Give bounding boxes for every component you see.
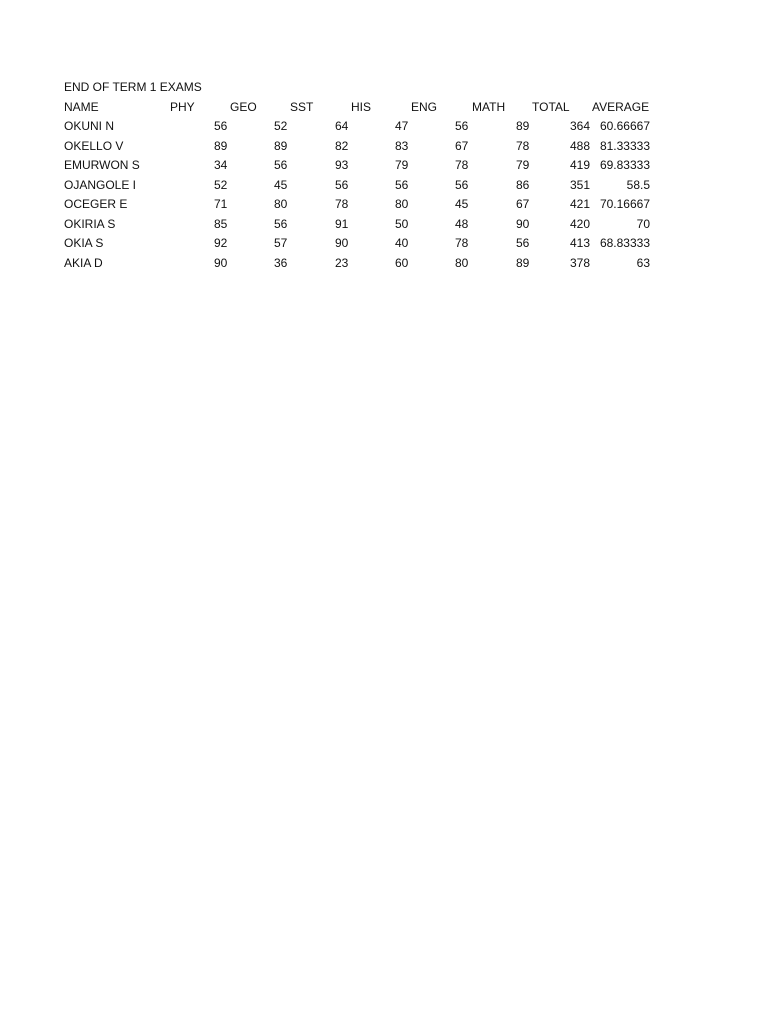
header-sst: SST (290, 99, 314, 114)
cell-his: 79 (395, 158, 409, 172)
cell-phy: 34 (214, 158, 228, 172)
cell-his: 56 (395, 177, 409, 192)
cell-total: 420 (569, 216, 590, 231)
header-phy: PHY (170, 99, 195, 114)
cell-math: 78 (516, 138, 530, 153)
cell-total: 378 (569, 255, 590, 270)
cell-eng: 56 (455, 119, 469, 133)
cell-eng: 78 (455, 158, 469, 172)
cell-total: 364 (569, 119, 590, 133)
cell-average: 69.83333 (599, 158, 650, 172)
cell-phy: 85 (214, 216, 228, 231)
table-row (64, 137, 664, 157)
cell-name: OCEGER E (64, 197, 128, 211)
cell-sst: 90 (335, 236, 349, 250)
cell-geo: 45 (274, 177, 288, 192)
table-row (64, 234, 664, 254)
header-geo: GEO (230, 99, 257, 114)
cell-phy: 56 (214, 119, 228, 133)
cell-geo: 52 (274, 119, 288, 133)
header-total: TOTAL (532, 99, 570, 114)
cell-geo: 57 (274, 236, 288, 250)
cell-his: 83 (395, 138, 409, 153)
cell-eng: 78 (455, 236, 469, 250)
cell-eng: 48 (455, 216, 469, 231)
cell-total: 413 (569, 236, 590, 250)
cell-eng: 80 (455, 255, 469, 270)
cell-his: 50 (395, 216, 409, 231)
cell-total: 488 (569, 138, 590, 153)
cell-sst: 56 (335, 177, 349, 192)
cell-sst: 91 (335, 216, 349, 231)
cell-total: 419 (569, 158, 590, 172)
cell-name: OKIA S (64, 236, 104, 250)
cell-phy: 89 (214, 138, 228, 153)
header-name: NAME (64, 99, 99, 114)
cell-average: 60.66667 (599, 119, 650, 133)
cell-math: 56 (516, 236, 530, 250)
cell-sst: 64 (335, 119, 349, 133)
cell-name: AKIA D (64, 255, 103, 270)
cell-geo: 89 (274, 138, 288, 153)
cell-total: 351 (569, 177, 590, 192)
table-row (64, 195, 664, 215)
cell-phy: 92 (214, 236, 228, 250)
exam-results-sheet (64, 78, 664, 273)
cell-name: EMURWON S (64, 158, 140, 172)
cell-sst: 93 (335, 158, 349, 172)
cell-average: 70 (636, 216, 650, 231)
cell-his: 40 (395, 236, 409, 250)
cell-geo: 56 (274, 216, 288, 231)
cell-average: 70.16667 (599, 197, 650, 211)
table-row (64, 176, 664, 196)
table-row (64, 215, 664, 235)
cell-math: 86 (516, 177, 530, 192)
cell-phy: 52 (214, 177, 228, 192)
sheet-title: END OF TERM 1 EXAMS (64, 80, 202, 94)
cell-eng: 56 (455, 177, 469, 192)
cell-math: 79 (516, 158, 530, 172)
cell-sst: 23 (335, 255, 349, 270)
header-average: AVERAGE (592, 99, 650, 114)
header-math: MATH (472, 99, 506, 114)
cell-geo: 36 (274, 255, 288, 270)
cell-math: 89 (516, 255, 530, 270)
header-row (64, 98, 664, 118)
table-row (64, 254, 664, 274)
cell-geo: 56 (274, 158, 288, 172)
cell-average: 58.5 (626, 177, 650, 192)
cell-eng: 45 (455, 197, 469, 211)
cell-name: OKIRIA S (64, 216, 116, 231)
cell-average: 81.33333 (599, 138, 650, 153)
cell-sst: 78 (335, 197, 349, 211)
table-row (64, 117, 664, 137)
cell-name: OJANGOLE I (64, 177, 137, 192)
header-eng: ENG (411, 99, 438, 114)
cell-sst: 82 (335, 138, 349, 153)
cell-average: 63 (636, 255, 650, 270)
cell-math: 90 (516, 216, 530, 231)
cell-name: OKUNI N (64, 119, 115, 133)
cell-total: 421 (569, 197, 590, 211)
cell-his: 47 (395, 119, 409, 133)
cell-eng: 67 (455, 138, 469, 153)
cell-phy: 90 (214, 255, 228, 270)
table-row (64, 156, 664, 176)
header-his: HIS (351, 99, 372, 114)
cell-his: 80 (395, 197, 409, 211)
cell-average: 68.83333 (599, 236, 650, 250)
cell-math: 89 (516, 119, 530, 133)
cell-phy: 71 (214, 197, 228, 211)
cell-name: OKELLO V (64, 138, 124, 153)
cell-math: 67 (516, 197, 530, 211)
cell-geo: 80 (274, 197, 288, 211)
cell-his: 60 (395, 255, 409, 270)
